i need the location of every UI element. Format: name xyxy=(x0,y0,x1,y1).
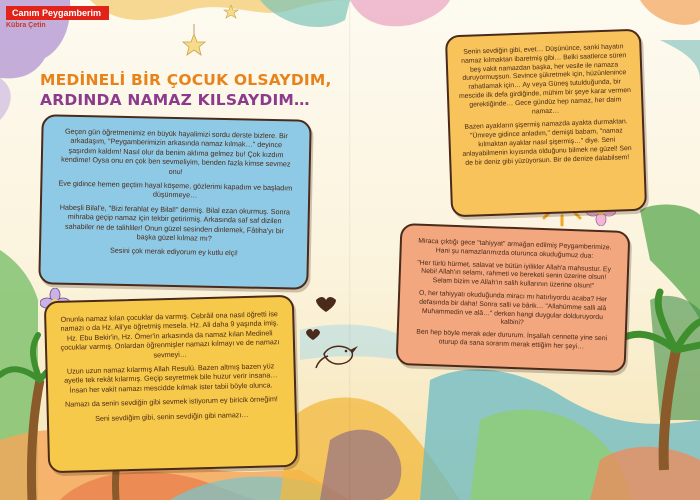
paragraph: Onunla namaz kılan çocuklar da varmış. Cebrâil ona nasıl öğretti ise namazı o da Hz. Ali'ye öğretmiş mesela. Hz. Ali daha 9 yaşında imiş. Hz. Ebu Bekir'in, Hz. Ömer'in arkasında da namaz kılan Medineli çocuklar varmış. Onlardan öğrenmişler namazı kılmayı ve de namazı sevmeyi… xyxy=(60,309,280,360)
author-name: Kübra Çetin xyxy=(6,22,46,29)
star-icon xyxy=(176,24,216,56)
paragraph: Bazen ayakların şişermiş namazda ayakta durmaktan. "Ümreye gidince anladım," demişti babam, "namaz kılmaktan ayaklar nasıl şişermiş…" diye. Seni anlayabilmenin kıyısında olduğunu bilmek ne güzel! Sen de bir deniz gibi yüzüyorsun. Bir de denize dalabilsem! xyxy=(462,118,632,167)
text-panel-peach xyxy=(396,223,631,373)
text-panel-blue xyxy=(38,114,312,290)
paragraph: Eve gidince hemen geçtim hayal köşeme, gözlerimi kapadım ve başladım düşünmeye… xyxy=(58,178,293,200)
section-tag: Canım Peygamberim xyxy=(6,6,109,20)
bird-icon xyxy=(302,292,362,378)
title-line-2: ARDINDA NAMAZ KILSAYDIM… xyxy=(40,91,310,109)
heart-icon xyxy=(316,297,336,312)
paragraph: Geçen gün öğretmenimiz en büyük hayalimizi sordu derste bizlere. Bir arkadaşım, "Peygamberimizin arkasında namaz kılmak…" deyince şaşırdım kaldım! Nasıl olur da benim aklıma gelmez bu! Çok kızdım kendime! Oysa onu en çok ben sevmeliyim, benden fazla kimse sevmez onu! xyxy=(61,126,291,176)
paragraph: Miraca çıktığı gece "tahiyyat" armağan edilmiş Peygamberimize. Hani şu namazlarımızda oturunca okuduğumuz dua: xyxy=(418,237,612,260)
paragraph: Habeşli Bilal'e, "Bizi ferahlat ey Bilal!" dermiş. Bilal ezan okurmuş. Sonra mihraba geçip namaz için tekbir getirirmiş. Arkasında saf saf dizilen sahabiler ne de talihliler! Onun güzel sesinden dinlemek, Fâtiha'yı bir başka güzel kılmaz mı? xyxy=(59,202,291,243)
paragraph: "Her türlü hürmet, salavat ve bütün iyilikler Allah'a mahsustur. Ey Nebi! Allah'ın selamı, rahmeti ve bereketi senin üzerine olsun! Selam bizim ve Allah'ın salih kullarının üzerine olsun!" xyxy=(417,259,612,291)
star-icon xyxy=(223,4,239,20)
paragraph: O, her tahiyyatı okuduğunda miracı mı hatırlıyordu acaba? Her defasında bir daha! Sonra salli ve bârik… "Allahümme salli alâ Muhammedin ve alâ…" derken hangi duygular dolduruyordu kalbini? xyxy=(418,289,608,327)
paragraph: Seni sevdiğim gibi, senin sevdiğin gibi namazı… xyxy=(95,409,249,423)
text-panel-gold xyxy=(445,29,647,218)
paragraph: Ben hep böyle merak eder dururum. İnşallah cennette yine seni oturup da sana sorarım merak ettiğim her şeyi… xyxy=(416,328,608,351)
text-panel-yellow xyxy=(44,295,298,473)
paragraph: Uzun uzun namaz kılarmış Allah Resulü. Bazen altmış bazen yüz ayetle tek rekât kılarmış. Geçip seyretmek bile huzur verir insana… İnsan her vakit namazı mescidde kılmak ister tabii böyle olunca. xyxy=(64,361,278,395)
title-line-1: MEDİNELİ BİR ÇOCUK OLSAYDIM, xyxy=(40,71,332,89)
paragraph: Namazı da senin sevdiğin gibi sevmek istiyorum ey biricik örneğim! xyxy=(64,394,278,410)
page-spine xyxy=(349,0,351,500)
heart-icon xyxy=(306,329,320,340)
paragraph: Senin sevdiğin gibi, evet… Düşününce, sanki hayatın namaz kılmaktan ibaretmiş gibi… Belki saatlerce süren beş vakit namazdan başka, her vesile ile namaza duruyormuşsun. Sevince şükretmek için, hüzünlenince rahatlamak için… Ay veya Güneş tutulduğunda, bir mescide ilk defa girdiğinde, mühim bir şeye karar vermen gerektiğinde… Gece gündüz hep namaz, her daim namaz… xyxy=(458,43,631,116)
page-title xyxy=(40,70,340,110)
paragraph: Sesini çok merak ediyorum ey kutlu elçi! xyxy=(109,246,238,258)
